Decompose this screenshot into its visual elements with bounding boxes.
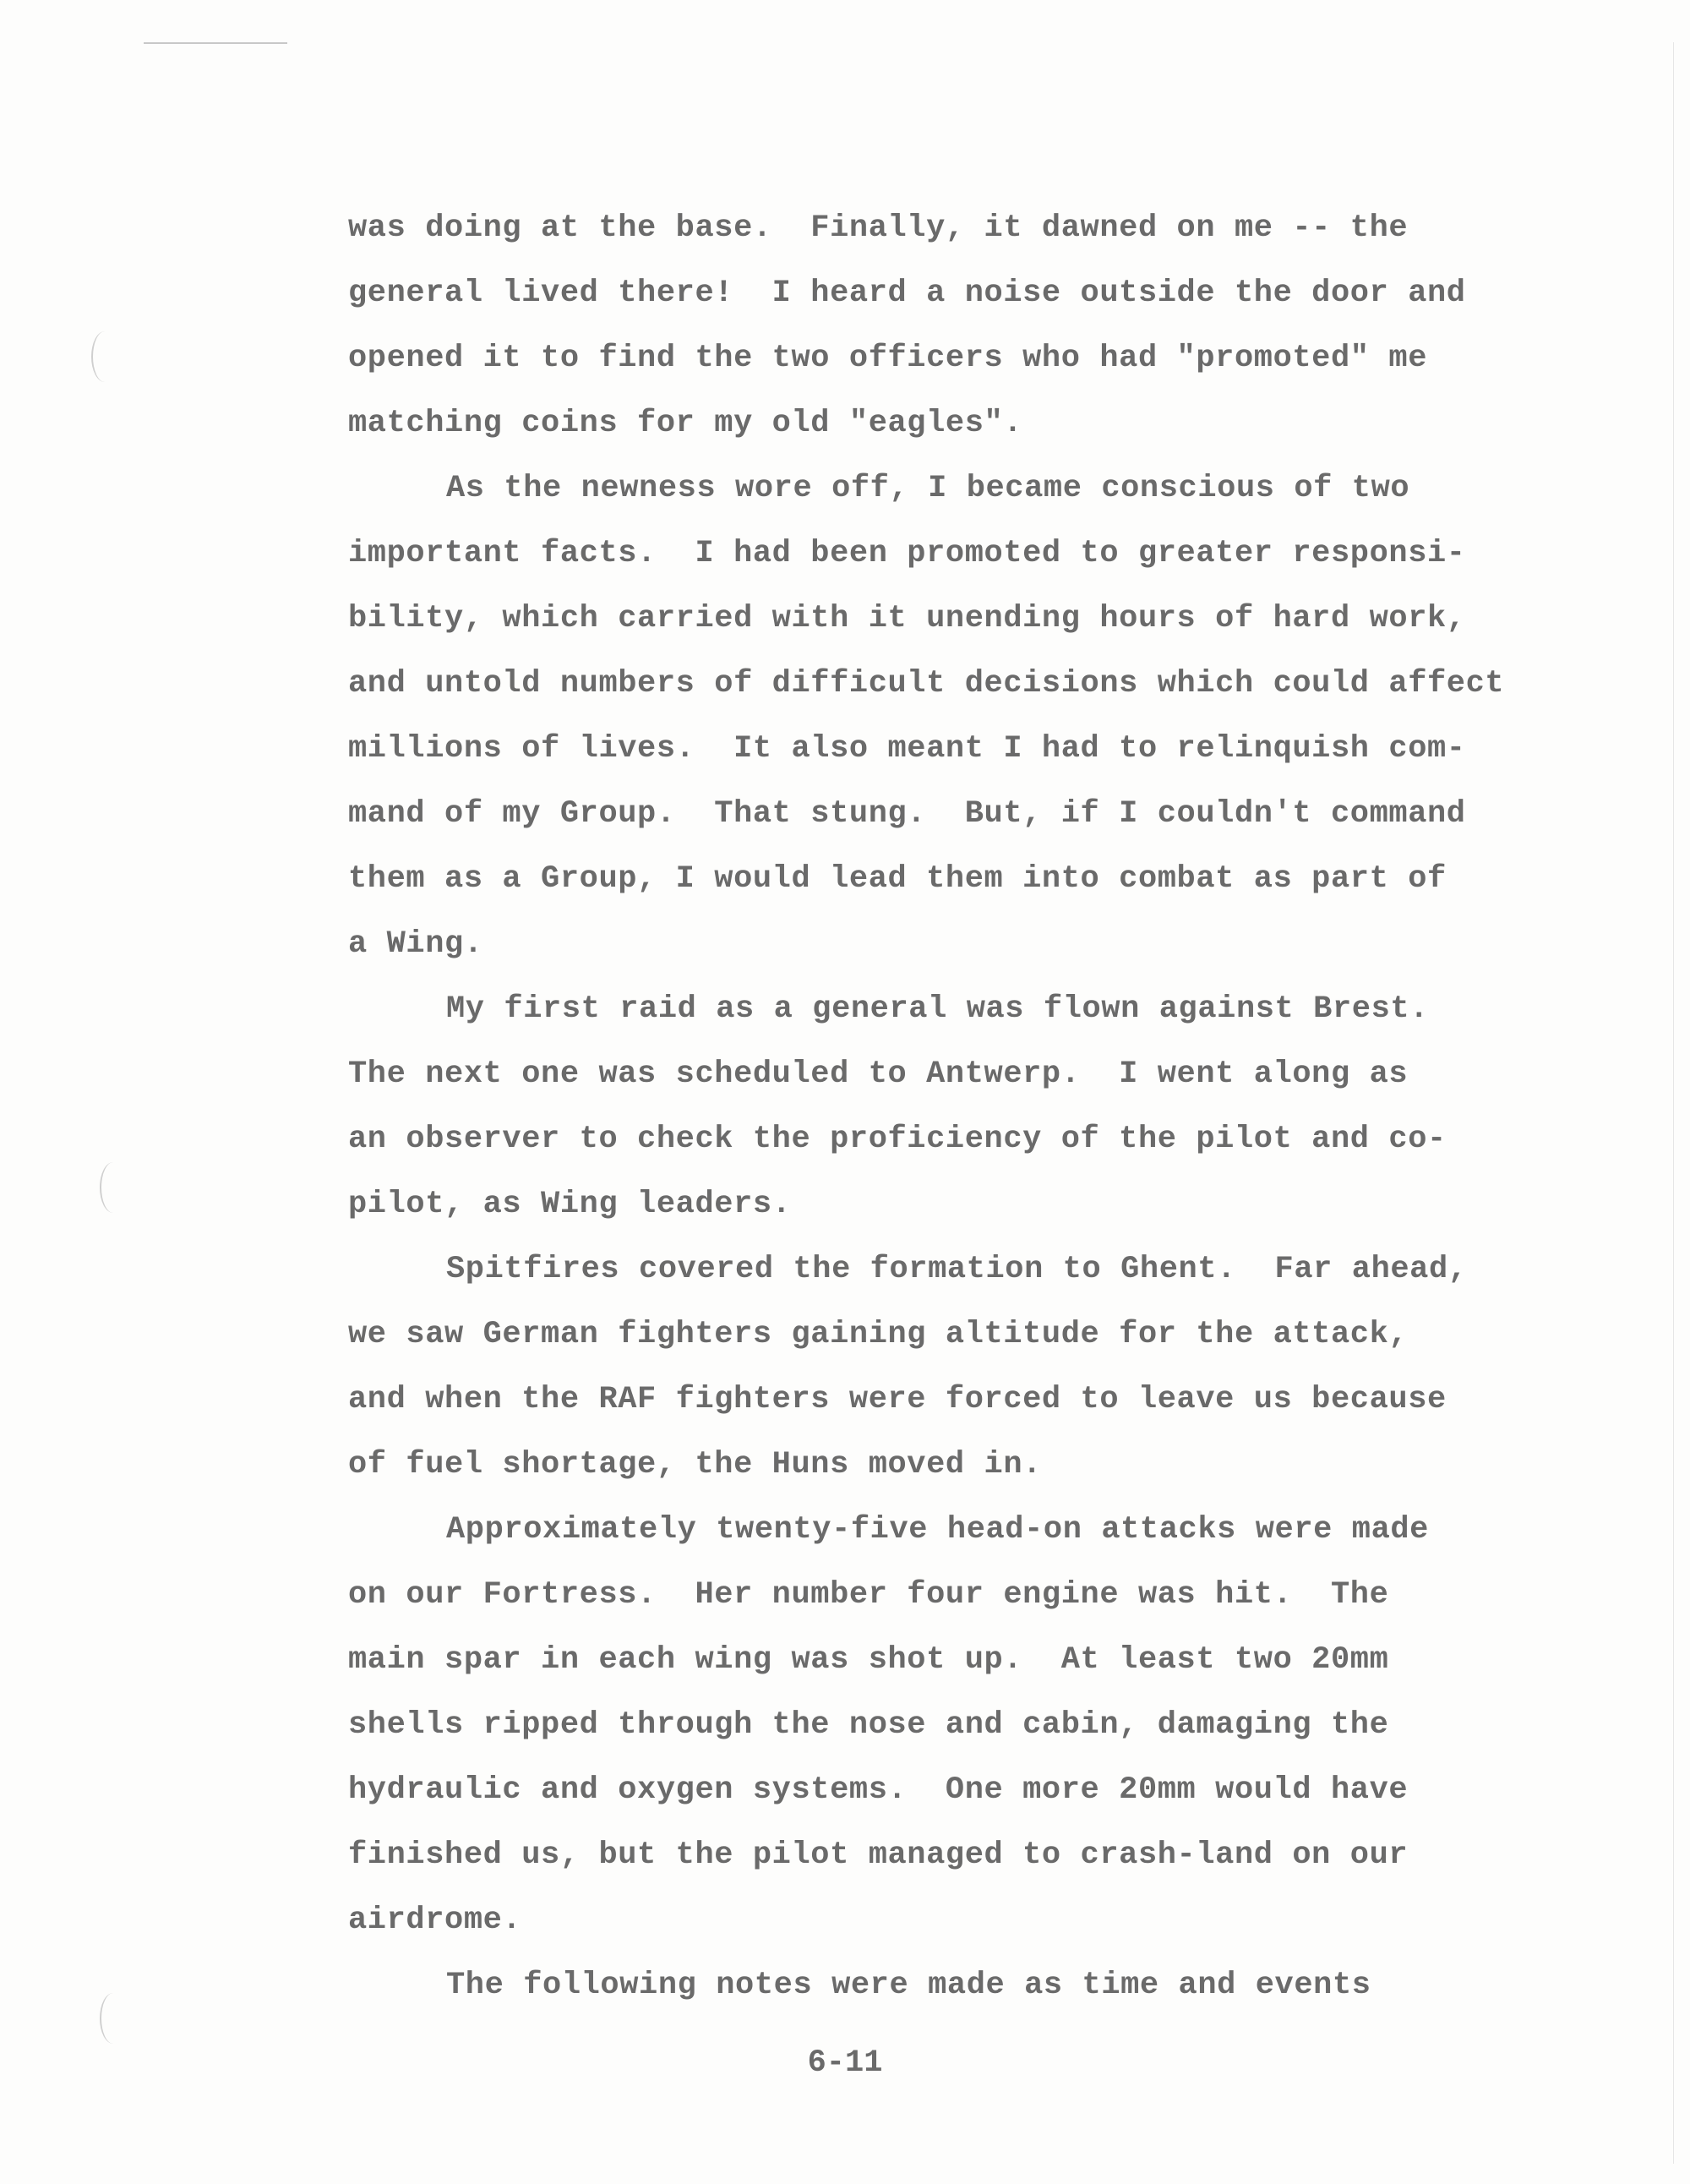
- body-text: [348, 196, 1531, 2018]
- text-line: we saw German fighters gaining altitude for the attack,: [348, 1317, 1409, 1352]
- text-line: main spar in each wing was shot up. At least two 20mm: [348, 1642, 1389, 1678]
- text-line: and untold numbers of difficult decisions which could affect: [348, 666, 1505, 702]
- text-line: on our Fortress. Her number four engine was hit. The: [348, 1577, 1389, 1613]
- text-line: Spitfires covered the formation to Ghent. Far ahead,: [446, 1252, 1468, 1287]
- text-line: airdrome.: [348, 1903, 522, 1938]
- text-line: hydraulic and oxygen systems. One more 20mm would have: [348, 1772, 1409, 1808]
- text-line: bility, which carried with it unending hours of hard work,: [348, 601, 1466, 636]
- text-line: matching coins for my old "eagles".: [348, 406, 1023, 441]
- text-line: of fuel shortage, the Huns moved in.: [348, 1447, 1042, 1482]
- text-line: millions of lives. It also meant I had to relinquish com-: [348, 731, 1466, 767]
- text-line: The next one was scheduled to Antwerp. I went along as: [348, 1057, 1409, 1092]
- text-line: and when the RAF fighters were forced to leave us because: [348, 1382, 1447, 1417]
- text-line: them as a Group, I would lead them into combat as part of: [348, 861, 1447, 897]
- text-line: My first raid as a general was flown against Brest.: [446, 991, 1429, 1027]
- scan-smudge: [144, 42, 287, 44]
- text-line: shells ripped through the nose and cabin, damaging the: [348, 1707, 1389, 1743]
- text-line: was doing at the base. Finally, it dawned on me -- the: [348, 210, 1409, 246]
- text-line: finished us, but the pilot managed to crash-land on our: [348, 1837, 1409, 1873]
- text-line: mand of my Group. That stung. But, if I couldn't command: [348, 796, 1466, 832]
- text-line: a Wing.: [348, 926, 483, 962]
- text-line: general lived there! I heard a noise outside the door and: [348, 276, 1466, 311]
- text-line: important facts. I had been promoted to greater responsi-: [348, 536, 1466, 571]
- punch-hole-mark: [91, 331, 118, 382]
- text-line: opened it to find the two officers who had "promoted" me: [348, 341, 1428, 376]
- text-line: pilot, as Wing leaders.: [348, 1187, 792, 1222]
- punch-hole-mark: [100, 1993, 127, 2044]
- text-line: Approximately twenty-five head-on attacks were made: [446, 1512, 1429, 1548]
- text-line: The following notes were made as time and events: [446, 1968, 1371, 2003]
- text-line: an observer to check the proficiency of the pilot and co-: [348, 1122, 1447, 1157]
- page-edge: [1673, 42, 1674, 2164]
- page-number: 6-11: [807, 2045, 883, 2081]
- text-line: As the newness wore off, I became conscious of two: [446, 471, 1410, 506]
- punch-hole-mark: [100, 1162, 127, 1213]
